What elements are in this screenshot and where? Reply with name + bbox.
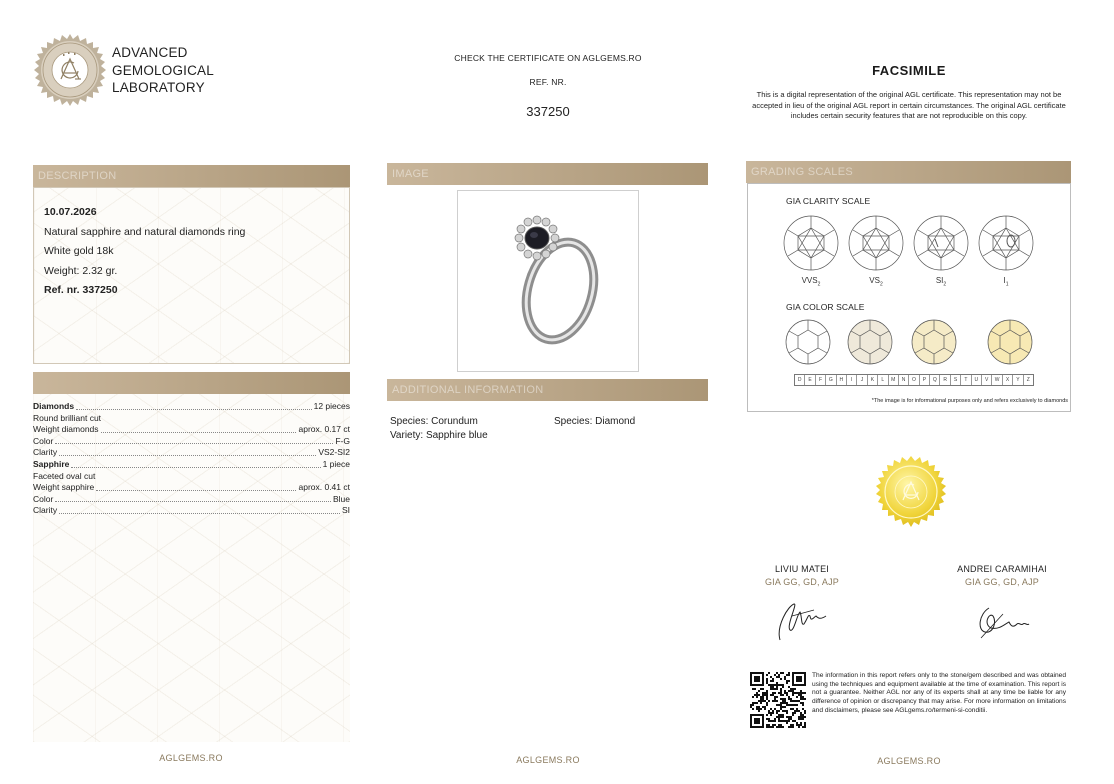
grading-scales-header: GRADING SCALES (746, 161, 1071, 183)
diamonds-cut-row (33, 413, 350, 425)
clarity-label-si: $SI_2$ (935, 276, 947, 288)
sapphire-row (33, 459, 350, 471)
signer-2-name: ANDREI CARAMIHAI (957, 564, 1047, 574)
agl-seal-icon (33, 33, 107, 107)
grading-note: *The image is for informational purposes only and refers exclusively to diamonds (871, 398, 1068, 404)
color-grade-m: M (889, 375, 899, 385)
ref-number: 337250 (526, 104, 570, 119)
color-grade-q: Q (930, 375, 940, 385)
gold-seal-icon (874, 455, 948, 529)
sapphire-count: 1 piece (322, 458, 350, 469)
footer-link-left[interactable]: AGLGEMS.RO (159, 753, 223, 763)
description-box (33, 187, 350, 364)
ref-label: REF. NR. (529, 77, 567, 87)
certificate-date: 10.07.2026 (44, 206, 97, 218)
color-scale-title: GIA COLOR SCALE (786, 302, 865, 312)
clarity-scale-title: GIA CLARITY SCALE (786, 196, 871, 206)
spec-row (33, 436, 350, 448)
color-diamonds-icon (778, 318, 1048, 366)
spec-value: aprox. 0.17 ct (298, 424, 350, 435)
color-grade-v: V (982, 375, 992, 385)
color-grade-o: O (909, 375, 919, 385)
spec-row (33, 494, 350, 506)
clarity-label-i: $I_1$ (1003, 276, 1009, 288)
color-grade-x: X (1003, 375, 1013, 385)
spec-label: Color (33, 493, 54, 504)
lab-name (112, 44, 214, 97)
color-grade-w: W (992, 375, 1002, 385)
color-grade-t: T (961, 375, 971, 385)
spec-label: Color (33, 435, 54, 446)
spec-row (33, 424, 350, 436)
color-grade-u: U (972, 375, 982, 385)
signature-1-icon (772, 596, 832, 646)
spec-value: VS2-SI2 (318, 447, 350, 458)
ring-image (457, 190, 639, 372)
diamonds-count: 12 pieces (313, 401, 350, 411)
spec-value: Blue (332, 493, 350, 504)
color-grade-s: S (951, 375, 961, 385)
species-diamond: Species: Diamond (554, 416, 636, 427)
logo-seal (33, 33, 107, 107)
specs-box (33, 394, 350, 742)
color-grade-r: R (940, 375, 950, 385)
footer-link-middle[interactable]: AGLGEMS.RO (516, 755, 580, 765)
signer-1-credentials: GIA GG, GD, AJP (764, 577, 840, 587)
image-header: IMAGE (387, 163, 708, 185)
disclaimer-text: The information in this report refers only to the stone/gem described and was obtained using the techniques and equipment available at the time of examination. This report is not a guarantee. Neither AGL nor any of its experts shall at any time be liable for any difference of opinion or discrepancy that may arise. For more information on limitations and disclaimers, please see AGLgems.ro/termeni-si-conditii. (812, 672, 1066, 714)
color-grade-n: N (899, 375, 909, 385)
spec-value: aprox. 0.41 ct (298, 482, 350, 493)
description-line-1: Natural sapphire and natural diamonds ring (44, 225, 246, 238)
spec-label: Clarity (33, 505, 58, 516)
variety-sapphire: Variety: Sapphire blue (390, 430, 488, 441)
color-grade-j: J (857, 375, 867, 385)
clarity-label-vvs: $VVS_2$ (801, 276, 821, 288)
spec-label: Weight diamonds (33, 424, 99, 435)
sapphire-cut-row (33, 471, 350, 483)
footer-link-right[interactable]: AGLGEMS.RO (877, 756, 941, 766)
color-grade-l: L (878, 375, 888, 385)
signature-2-icon (975, 600, 1035, 645)
sapphire-label: Sapphire (33, 458, 70, 469)
color-letter-bar (794, 374, 1034, 386)
species-corundum: Species: Corundum (390, 416, 478, 427)
description-ref: Ref. nr. 337250 (44, 284, 118, 296)
color-grade-e: E (805, 375, 815, 385)
color-grade-g: G (826, 375, 836, 385)
color-grade-y: Y (1013, 375, 1023, 385)
ring-icon (458, 191, 638, 371)
diamonds-row (33, 401, 350, 413)
additional-info-col-2 (554, 415, 635, 429)
color-grade-i: I (847, 375, 857, 385)
facsimile-text: This is a digital representation of the original AGL certificate. This representation may not be accepted in lieu of the original AGL report in certain circumstances. The original AGL certificate includes certain security features that are not reproducible on this copy. (752, 90, 1066, 120)
diamonds-label: Diamonds (33, 401, 75, 411)
description-line-2: White gold 18k (44, 245, 114, 257)
color-grade-f: F (816, 375, 826, 385)
spec-row (33, 505, 350, 517)
clarity-label-vs: $VS_2$ (869, 276, 883, 288)
specs-header (33, 372, 350, 394)
gold-seal (874, 455, 948, 529)
color-grade-h: H (837, 375, 847, 385)
additional-info-header: ADDITIONAL INFORMATION (387, 379, 708, 401)
signer-1-name: LIVIU MATEI (774, 564, 830, 574)
check-certificate-text: CHECK THE CERTIFICATE ON AGLGEMS.RO (454, 53, 642, 63)
sapphire-cut: Faceted oval cut (33, 470, 96, 481)
lab-name-line-3: LABORATORY (112, 80, 205, 95)
spec-row (33, 482, 350, 494)
lab-name-line-1: ADVANCED (112, 45, 188, 60)
additional-info-col-1 (390, 415, 488, 443)
color-grade-p: P (920, 375, 930, 385)
signer-2-credentials: GIA GG, GD, AJP (964, 577, 1040, 587)
spec-row (33, 447, 350, 459)
description-line-3: Weight: 2.32 gr. (44, 264, 118, 277)
lab-name-line-2: GEMOLOGICAL (112, 62, 214, 78)
description-header: DESCRIPTION (33, 165, 350, 187)
color-grade-k: K (868, 375, 878, 385)
facsimile-title: FACSIMILE (872, 63, 946, 78)
diamonds-cut: Round brilliant cut (33, 412, 102, 423)
grading-scales-box (747, 183, 1071, 412)
spec-label: Clarity (33, 447, 58, 458)
qr-code-icon[interactable] (750, 672, 806, 728)
clarity-diamonds-icon (778, 212, 1048, 274)
color-grade-z: Z (1026, 377, 1030, 383)
spec-value: F-G (335, 435, 350, 446)
spec-value: SI (341, 505, 350, 516)
spec-label: Weight sapphire (33, 482, 95, 493)
color-grade-d: D (795, 375, 805, 385)
